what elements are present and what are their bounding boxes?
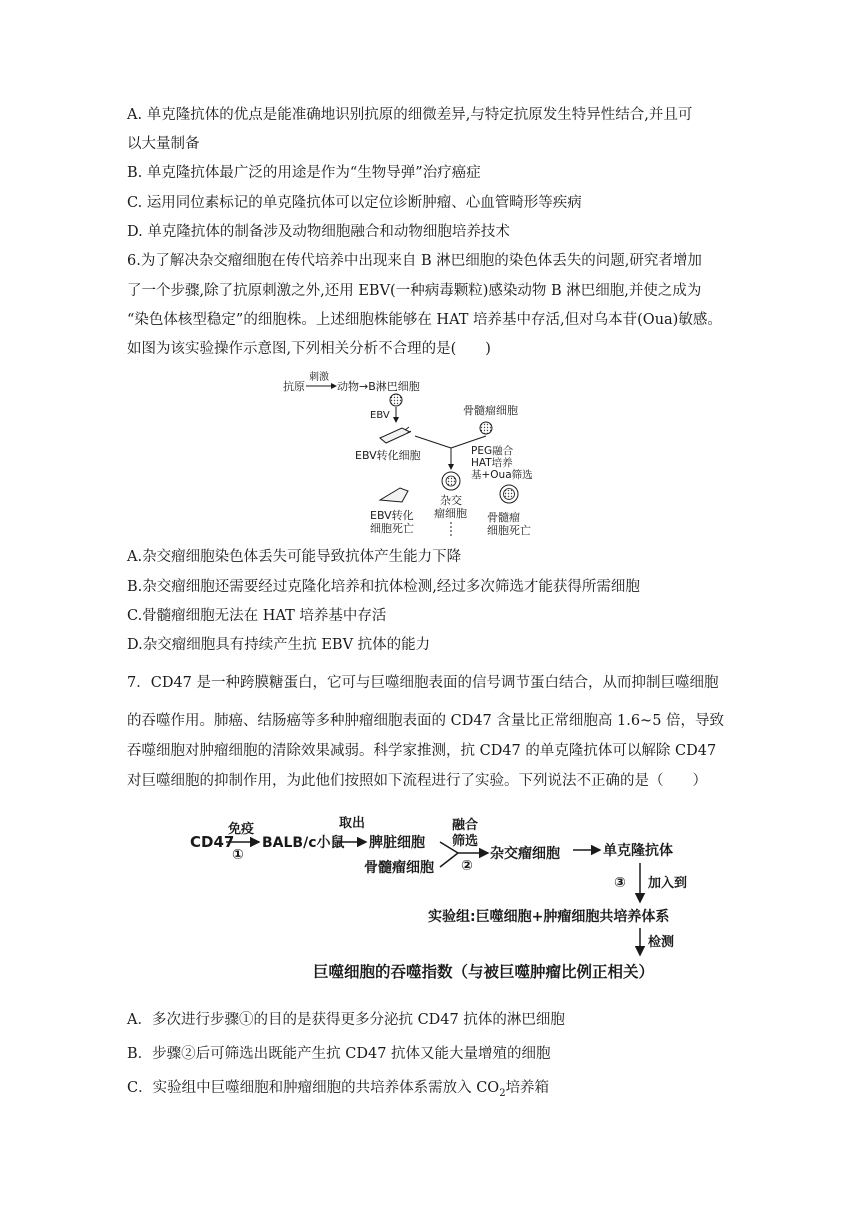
- diagram-ebv-dead-line2: 细胞死亡: [370, 522, 414, 535]
- diagram-myeloma-cell: [480, 422, 492, 434]
- q6-option-c: C.骨髓瘤细胞无法在 HAT 培养基中存活: [127, 608, 387, 624]
- diagram-stimulate: 刺激: [309, 372, 329, 383]
- diagram-ebv-dead-cell: [380, 488, 408, 502]
- flow-mouse: BALB/c小鼠: [262, 835, 345, 851]
- flow-hybridoma: 杂交瘤细胞: [490, 846, 560, 862]
- q7-option-c-subscript: 2: [499, 1087, 506, 1099]
- q7-stem-line1: 7．CD47 是一种跨膜糖蛋白，它可与巨噬细胞表面的信号调节蛋白结合，从而抑制巨噬细胞: [127, 675, 719, 691]
- q5-option-a-line1: A. 单克隆抗体的优点是能准确地识别抗原的细微差异,与特定抗原发生特异性结合,并且可: [127, 107, 693, 123]
- q5-option-c: C. 运用同位素标记的单克隆抗体可以定位诊断肿瘤、心血管畸形等疾病: [127, 195, 582, 211]
- diagram-ebv-transformed-cell: [380, 428, 410, 443]
- flow-immunize: 免疫: [228, 822, 255, 837]
- q5-option-a-line2: 以大量制备: [127, 136, 200, 152]
- q6-option-a: A.杂交瘤细胞染色体丢失可能导致抗体产生能力下降: [127, 549, 462, 565]
- q7-option-c: [127, 1078, 549, 1104]
- diagram-hybridoma-line2: 瘤细胞: [434, 507, 467, 520]
- diagram-peg-line3: 基+Oua筛选: [471, 469, 533, 481]
- q6-stem-line1: 6.为了解决杂交瘤细胞在传代培养中出现来自 B 淋巴细胞的染色体丢失的问题,研究者增加: [127, 253, 702, 269]
- flow-result: 巨噬细胞的吞噬指数（与被巨噬肿瘤比例正相关）: [313, 963, 655, 981]
- diagram-antigen: 抗原: [283, 380, 305, 393]
- flow-step1: ①: [232, 847, 244, 863]
- diagram-myeloma-label: 骨髓瘤细胞: [463, 404, 518, 417]
- flow-fuse: 融合: [452, 818, 479, 833]
- q7-flow-diagram: [0, 805, 860, 1005]
- q7-stem-line2: 的吞噬作用。肺癌、结肠癌等多种肿瘤细胞表面的 CD47 含量比正常细胞高 1.6~5 倍，导致: [127, 713, 725, 729]
- q6-option-d: D.杂交瘤细胞具有持续产生抗 EBV 抗体的能力: [127, 637, 431, 653]
- flow-mab: 单克隆抗体: [603, 843, 673, 859]
- q7-stem-line4: 对巨噬细胞的抑制作用，为此他们按照如下流程进行了实验。下列说法不正确的是（ ）: [127, 773, 707, 789]
- flow-step3: ③: [614, 875, 626, 891]
- q7-stem-line3: 吞噬细胞对肿瘤细胞的清除效果减弱。科学家推测，抗 CD47 的单克隆抗体可以解除 CD47: [127, 743, 717, 759]
- flow-spleen: 脾脏细胞: [369, 835, 425, 851]
- diagram-peg-line1: PEG融合: [471, 445, 514, 457]
- diagram-myeloma-dead-line2: 细胞死亡: [487, 524, 531, 537]
- diagram-hybridoma-line1: 杂交: [440, 494, 462, 507]
- q6-option-b: B.杂交瘤细胞还需要经过克隆化培养和抗体检测,经过多次筛选才能获得所需细胞: [127, 579, 640, 595]
- diagram-b-cell: [390, 394, 402, 406]
- flow-add-to: 加入到: [648, 876, 688, 891]
- flow-step2: ②: [461, 858, 473, 874]
- diagram-peg-line2: HAT培养: [471, 457, 513, 469]
- diagram-ebv-transformed-label: EBV转化细胞: [355, 449, 421, 462]
- q6-diagram: [0, 366, 860, 546]
- flow-screen: 筛选: [452, 834, 479, 849]
- q5-option-d: D. 单克隆抗体的制备涉及动物细胞融合和动物细胞培养技术: [127, 224, 510, 240]
- diagram-ebv-dead-line1: EBV转化: [370, 509, 414, 522]
- q7-option-b: B．步骤②后可筛选出既能产生抗 CD47 抗体又能大量增殖的细胞: [127, 1046, 551, 1062]
- q6-stem-line2: 了一个步骤,除了抗原刺激之外,还用 EBV(一种病毒颗粒)感染动物 B 淋巴细胞,并使之成为: [127, 283, 702, 299]
- flow-myeloma: 骨髓瘤细胞: [364, 860, 434, 876]
- diagram-ebv-label: EBV: [370, 410, 390, 421]
- flow-cd47: CD47: [190, 833, 235, 851]
- flow-detect: 检测: [648, 935, 675, 950]
- flow-exp-group: 实验组:巨噬细胞+肿瘤细胞共培养体系: [428, 909, 670, 925]
- q5-option-b: B. 单克隆抗体最广泛的用途是作为“生物导弹”治疗癌症: [127, 165, 481, 181]
- q7-option-c-tail: 培养箱: [505, 1080, 550, 1096]
- q7-option-c-text: C．实验组中巨噬细胞和肿瘤细胞的共培养体系需放入 CO: [127, 1080, 500, 1096]
- diagram-myeloma-dead-line1: 骨髓瘤: [487, 511, 520, 524]
- flow-extract: 取出: [339, 816, 366, 831]
- q7-option-a: A．多次进行步骤①的目的是获得更多分泌抗 CD47 抗体的淋巴细胞: [127, 1012, 565, 1028]
- q6-stem-line4: 如图为该实验操作示意图,下列相关分析不合理的是( ): [127, 341, 491, 357]
- q6-stem-line3: “染色体核型稳定”的细胞株。上述细胞株能够在 HAT 培养基中存活,但对乌本苷(Oua)敏感。: [127, 312, 722, 328]
- diagram-animal-b-cell: 动物→B淋巴细胞: [337, 380, 420, 393]
